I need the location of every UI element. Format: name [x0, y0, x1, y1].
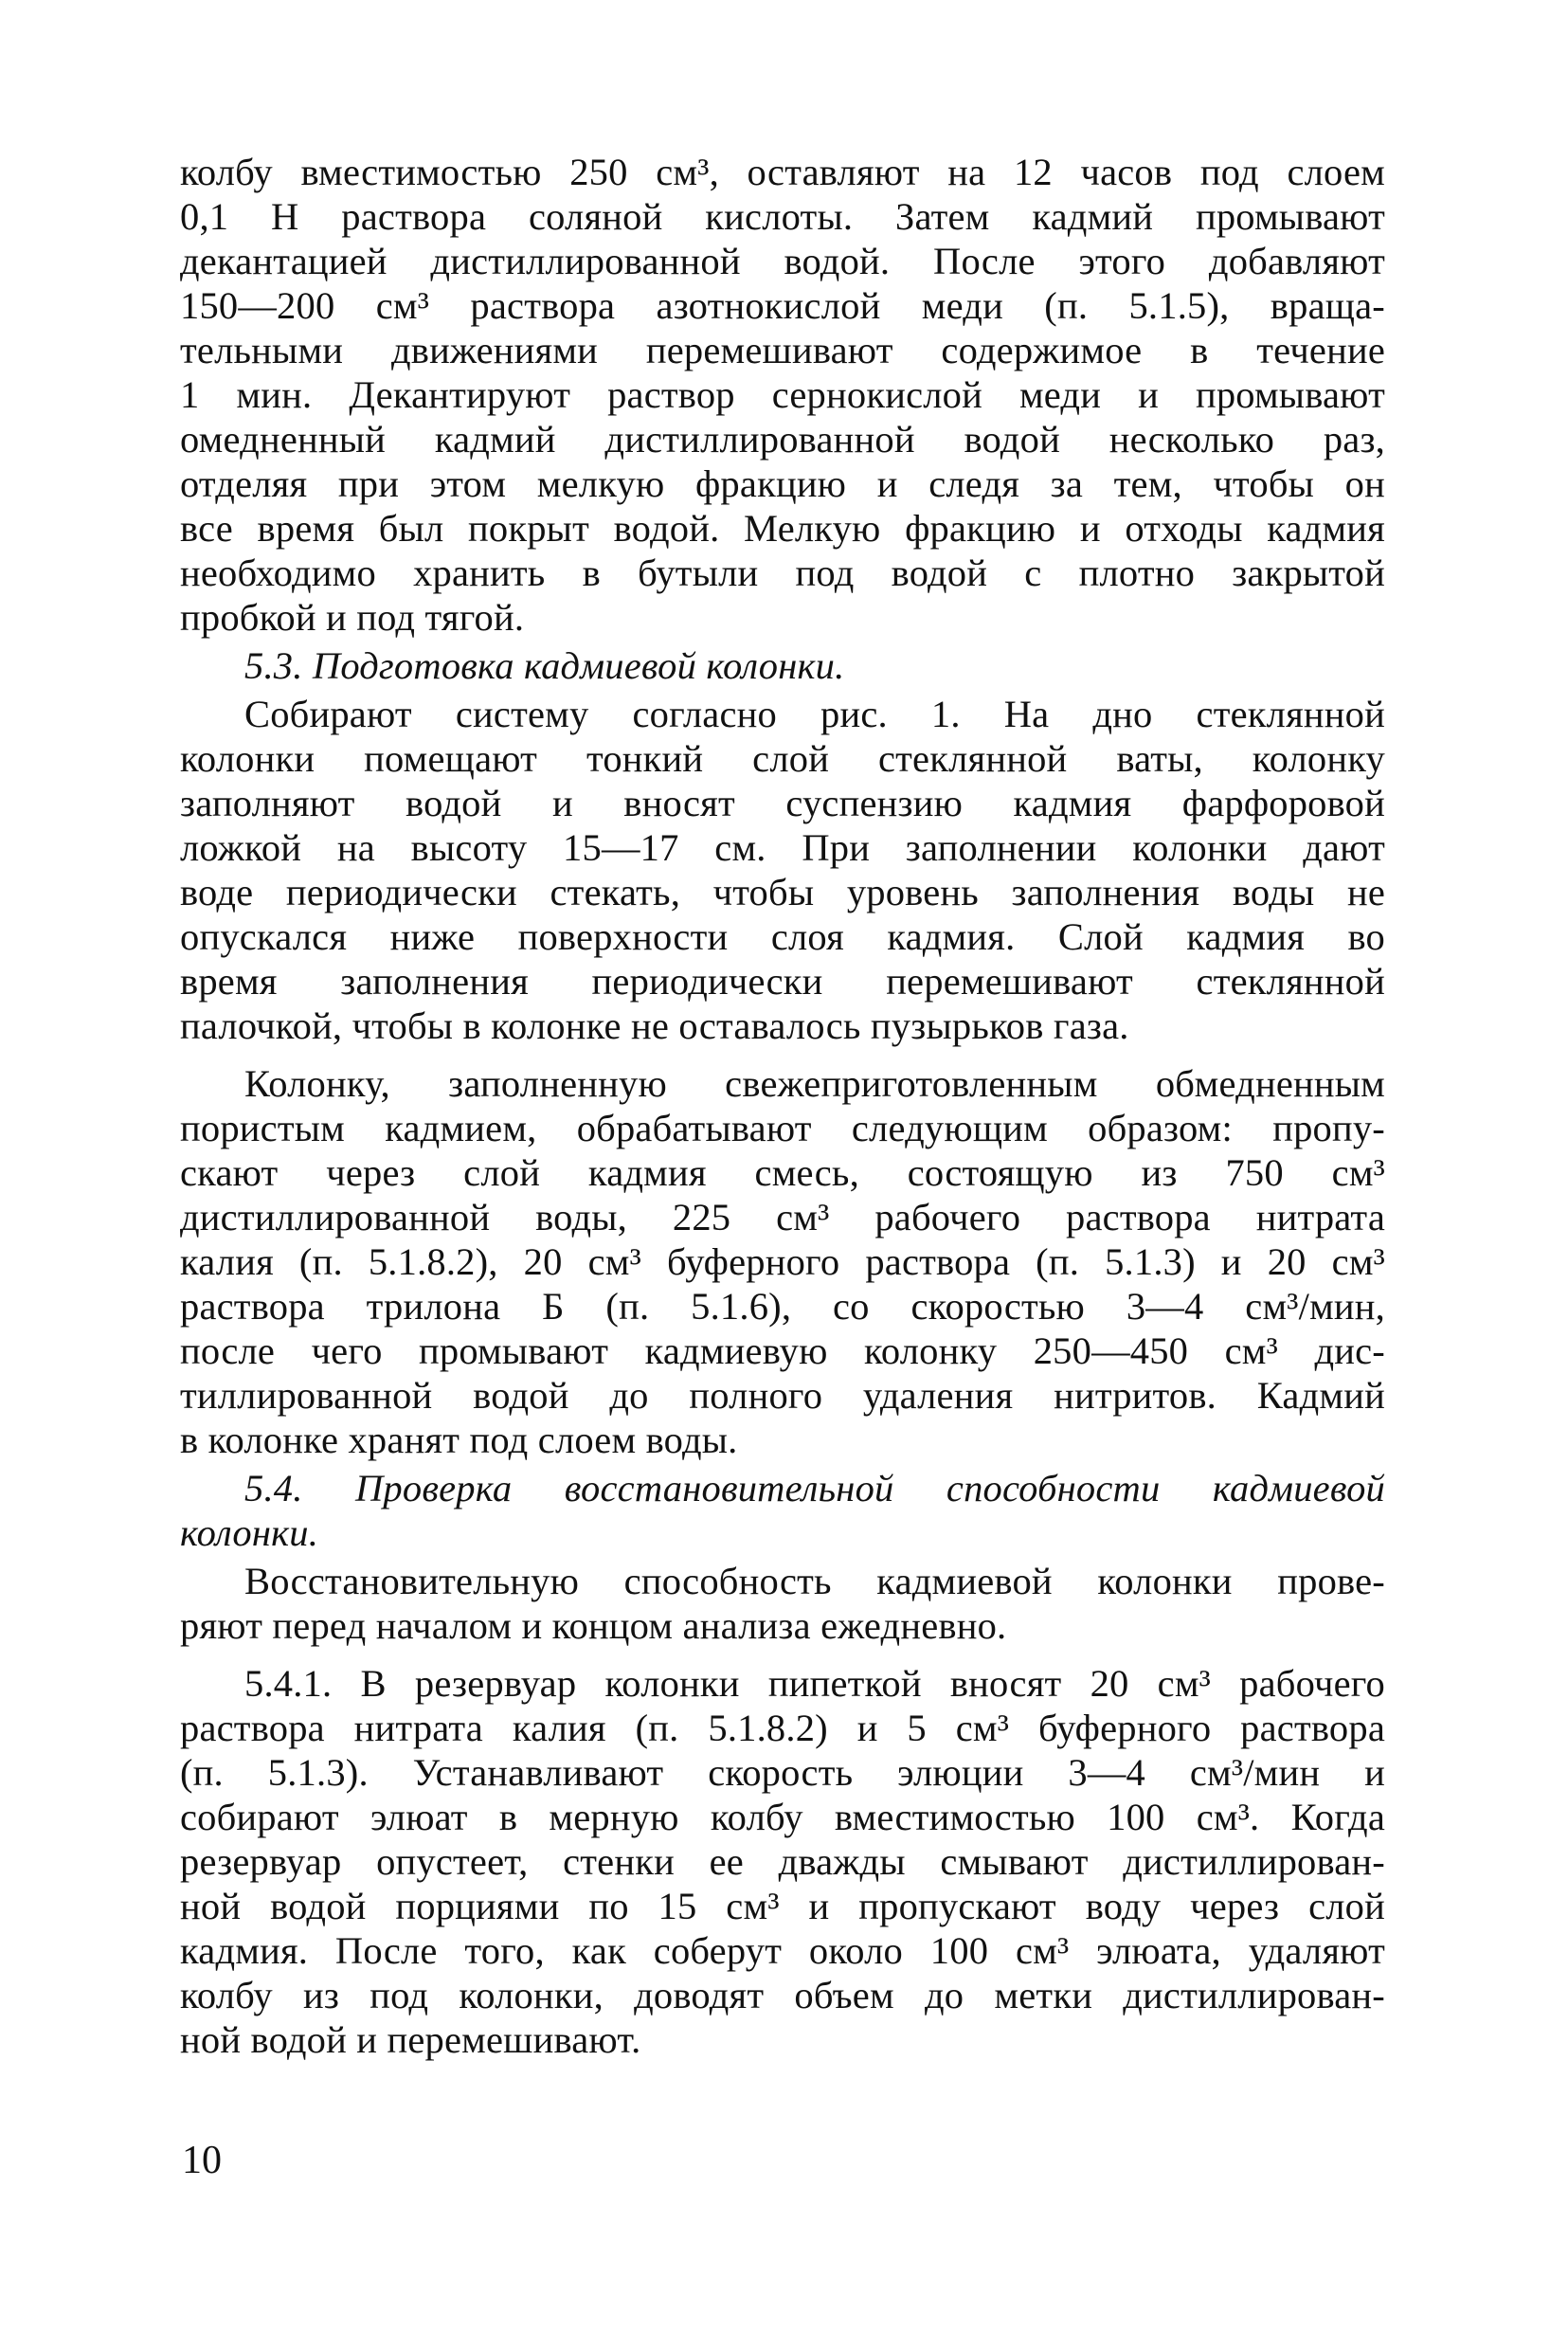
section-heading-5-4	[180, 1466, 1385, 1555]
text-line: необходимо хранить в бутыли под водой с плотно закрытой	[180, 551, 1385, 594]
text-line: скают через слой кадмия смесь, состоящую из 750 см³	[180, 1151, 1385, 1194]
text-line: время заполнения периодически перемешивают стеклянной	[180, 960, 1385, 1003]
heading-line: 5.4. Проверка восстановительной способности кадмиевой	[244, 1467, 1385, 1509]
text-line: опускался ниже поверхности слоя кадмия. Слой кадмия во	[180, 915, 1385, 958]
text-line: пористым кадмием, обрабатывают следующим образом: пропу-	[180, 1107, 1385, 1149]
text-line: Собирают систему согласно рис. 1. На дно стеклянной	[244, 693, 1385, 735]
text-line: колбу из под колонки, доводят объем до метки дистиллирован-	[180, 1974, 1385, 2016]
text-line: пробкой и под тягой.	[180, 596, 525, 639]
paragraph-1	[180, 150, 1385, 640]
text-line: Колонку, заполненную свежеприготовленным обмедненным	[244, 1062, 1385, 1105]
text-line: колонки помещают тонкий слой стеклянной ваты, колонку	[180, 737, 1385, 780]
text-line: после чего промывают кадмиевую колонку 250—450 см³ дис-	[180, 1329, 1385, 1372]
text-line: ной водой порциями по 15 см³ и пропускают воду через слой	[180, 1885, 1385, 1927]
text-line: отделяя при этом мелкую фракцию и следя за тем, чтобы он	[180, 462, 1385, 505]
text-line: палочкой, чтобы в колонке не оставалось пузырьков газа.	[180, 1004, 1129, 1047]
text-line: колбу вместимостью 250 см³, оставляют на 12 часов под слоем	[180, 151, 1385, 193]
text-line: тиллированной водой до полного удаления нитритов. Кадмий	[180, 1374, 1385, 1417]
text-line: кадмия. После того, как соберут около 100 см³ элюата, удаляют	[180, 1929, 1385, 1972]
paragraph-5	[180, 1661, 1385, 2062]
text-line: омедненный кадмий дистиллированной водой несколько раз,	[180, 418, 1385, 461]
text-line: декантацией дистиллированной водой. После этого добавляют	[180, 240, 1385, 282]
paragraph-3	[180, 1061, 1385, 1462]
text-line: Восстановительную способность кадмиевой колонки прове-	[244, 1560, 1385, 1602]
text-line: ной водой и перемешивают.	[180, 2018, 641, 2061]
text-line: 1 мин. Декантируют раствор сернокислой меди и промывают	[180, 373, 1385, 416]
text-line: резервуар опустеет, стенки ее дважды смывают дистиллирован-	[180, 1840, 1385, 1883]
text-line: тельными движениями перемешивают содержимое в течение	[180, 329, 1385, 371]
text-line: заполняют водой и вносят суспензию кадмия фарфоровой	[180, 782, 1385, 824]
text-line: калия (п. 5.1.8.2), 20 см³ буферного раствора (п. 5.1.3) и 20 см³	[180, 1240, 1385, 1283]
text-line: раствора нитрата калия (п. 5.1.8.2) и 5 см³ буферного раствора	[180, 1707, 1385, 1749]
section-heading-5-3: 5.3. Подготовка кадмиевой колонки.	[244, 644, 845, 687]
paragraph-4	[180, 1559, 1385, 1648]
text-line: 150—200 см³ раствора азотнокислой меди (п. 5.1.5), враща-	[180, 284, 1385, 327]
paragraph-2	[180, 692, 1385, 1048]
text-line: ложкой на высоту 15—17 см. При заполнении колонки дают	[180, 826, 1385, 869]
page-number: 10	[182, 2139, 222, 2182]
document-page	[180, 150, 1385, 2062]
text-line: раствора трилона Б (п. 5.1.6), со скоростью 3—4 см³/мин,	[180, 1285, 1385, 1328]
text-line: в колонке хранят под слоем воды.	[180, 1419, 738, 1461]
text-line: (п. 5.1.3). Устанавливают скорость элюции 3—4 см³/мин и	[180, 1751, 1385, 1794]
text-line: дистиллированной воды, 225 см³ рабочего раствора нитрата	[180, 1196, 1385, 1238]
text-line: 5.4.1. В резервуар колонки пипеткой вносят 20 см³ рабочего	[244, 1662, 1385, 1705]
text-line: собирают элюат в мерную колбу вместимостью 100 см³. Когда	[180, 1796, 1385, 1838]
text-line: все время был покрыт водой. Мелкую фракцию и отходы кадмия	[180, 507, 1385, 550]
heading-line: колонки.	[180, 1511, 319, 1554]
text-line: воде периодически стекать, чтобы уровень заполнения воды не	[180, 871, 1385, 913]
text-line: 0,1 Н раствора соляной кислоты. Затем кадмий промывают	[180, 195, 1385, 238]
text-line: ряют перед началом и концом анализа ежедневно.	[180, 1604, 1007, 1647]
